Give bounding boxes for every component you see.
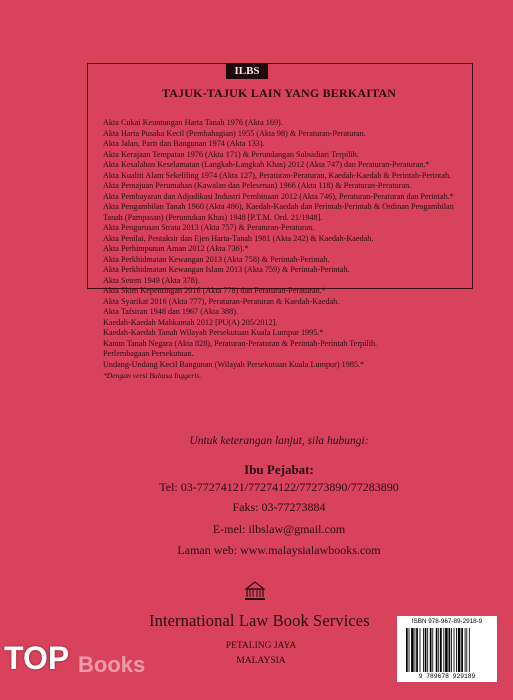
- email-line: E-mel: ilbslaw@gmail.com: [212, 522, 346, 536]
- publisher-country: MALAYSIA: [236, 656, 286, 666]
- telephone-line: Tel: 03-77274121/77274122/77273890/77283890: [159, 480, 399, 494]
- related-title-item: Akta Pembayaran dan Adjudikasi Industri Pembinaan 2012 (Akta 746), Peraturan-Peraturan dan Perintah.*: [103, 191, 454, 201]
- head-office-label: Ibu Pejabat:: [244, 462, 314, 477]
- watermark-books-text: Books: [78, 652, 146, 677]
- related-title-item: Akta Skim Kepentingan 2016 (Akta 778) dan Peraturan-Peraturan.*: [103, 286, 326, 295]
- related-title-item: Akta Pengurusan Strata 2013 (Akta 757) & Peraturan-Peraturan.: [103, 223, 315, 232]
- related-title-item: Akta Pemajuan Perumahan (Kawalan dan Pelesenan) 1966 (Akta 118) & Peraturan-Peraturan.: [103, 181, 412, 190]
- related-title-item: Akta Tafsiran 1948 dan 1967 (Akta 388).: [103, 307, 239, 316]
- related-title-item: Perlembagaan Persekutuan.: [103, 349, 194, 358]
- topbooks-watermark: [0, 638, 180, 700]
- barcode-icon: [405, 628, 491, 672]
- related-title-item: Akta Jalan, Parit dan Bangunan 1974 (Akta 133).: [103, 139, 265, 148]
- related-title-item: Akta Kesalahan Keselamatan (Langkah-Langkah Khas) 2012 (Akta 747) dan Peraturan-Peraturan.*: [103, 160, 430, 169]
- contact-intro: Untuk keterangan lanjut, sila hubungi:: [189, 435, 369, 447]
- isbn-text: ISBN 978-967-89-2918-9: [411, 618, 483, 625]
- fax-line: Faks: 03-77273884: [232, 500, 326, 514]
- isbn-barcode-label: [397, 616, 497, 682]
- related-title-item: Akta Setem 1949 (Akta 378).: [103, 275, 200, 285]
- isbn-digits: 9 789678 929189: [418, 673, 476, 680]
- related-title-item: Kaedah-Kaedah Tanah Wilayah Persekutuan Kuala Lumpur 1995.*: [103, 328, 324, 337]
- related-title-item: Akta Harta Pusaka Kecil (Pembahagian) 1955 (Akta 98) & Peraturan-Peraturan.: [103, 128, 366, 138]
- related-title-item: Akta Pengambilan Tanah 1960 (Akta 486), Kaedah-Kaedah dan Perintah-Perintah & Ordinan Pengambilan Tanah (Pampasan) (Peruntukan Khas) 1948 [P.T.M. Ord. 21/1948].: [103, 202, 454, 222]
- related-title-item: Akta Kerajaan Tempatan 1976 (Akta 171) & Perundangan Subsidiari Terpilih.: [103, 149, 359, 159]
- related-title-item: Kaedah-Kaedah Mahkamah 2012 [PU(A) 205/2012].: [103, 317, 278, 327]
- related-titles-list: [103, 118, 465, 389]
- related-title-item: Akta Syarikat 2016 (Akta 777), Peraturan-Peraturan & Kaedah-Kaedah.: [103, 296, 340, 306]
- related-title-item: Akta Penilai, Pentaksir dan Ejen Harta-Tanah 1981 (Akta 242) & Kaedah-Kaedah.: [103, 233, 374, 243]
- related-title-item: Akta Perkhidmatan Kewangan Islam 2013 (Akta 759) & Perintah-Perintah.: [103, 265, 350, 274]
- related-title-item: Akta Perkhidmatan Kewangan 2013 (Akta 758) & Perintah-Perintah.: [103, 254, 330, 264]
- publisher-city: PETALING JAYA: [225, 641, 297, 651]
- related-title-item: Akta Kualiti Alam Sekeliling 1974 (Akta 127), Peraturan-Peraturan, Kaedah-Kaedah & Perintah-Perintah.: [103, 170, 452, 180]
- related-title-item: Akta Cukai Keuntungan Harta Tanah 1976 (Akta 169).: [103, 118, 283, 127]
- publisher-name: International Law Book Services: [149, 611, 370, 630]
- related-title-item: Undang-Undang Kecil Bangunan (Wilayah Persekutuan Kuala Lumpur) 1985.*: [103, 359, 365, 369]
- english-version-note: *Dengan versi Bahasa Inggeris.: [103, 371, 202, 380]
- related-title-item: Kanun Tanah Negara (Akta 828), Peraturan-Peraturan & Perintah-Perintah Terpilih.: [103, 338, 378, 348]
- related-title-item: Akta Perhimpunan Aman 2012 (Akta 736).*: [103, 244, 249, 253]
- publisher-logo-icon: [243, 580, 267, 602]
- watermark-top-text: TOP: [4, 640, 70, 676]
- related-titles-heading: TAJUK-TAJUK LAIN YANG BERKAITAN: [161, 86, 397, 100]
- website-line: Laman web: www.malaysialawbooks.com: [177, 543, 381, 557]
- ilbs-badge: ILBS: [226, 63, 268, 79]
